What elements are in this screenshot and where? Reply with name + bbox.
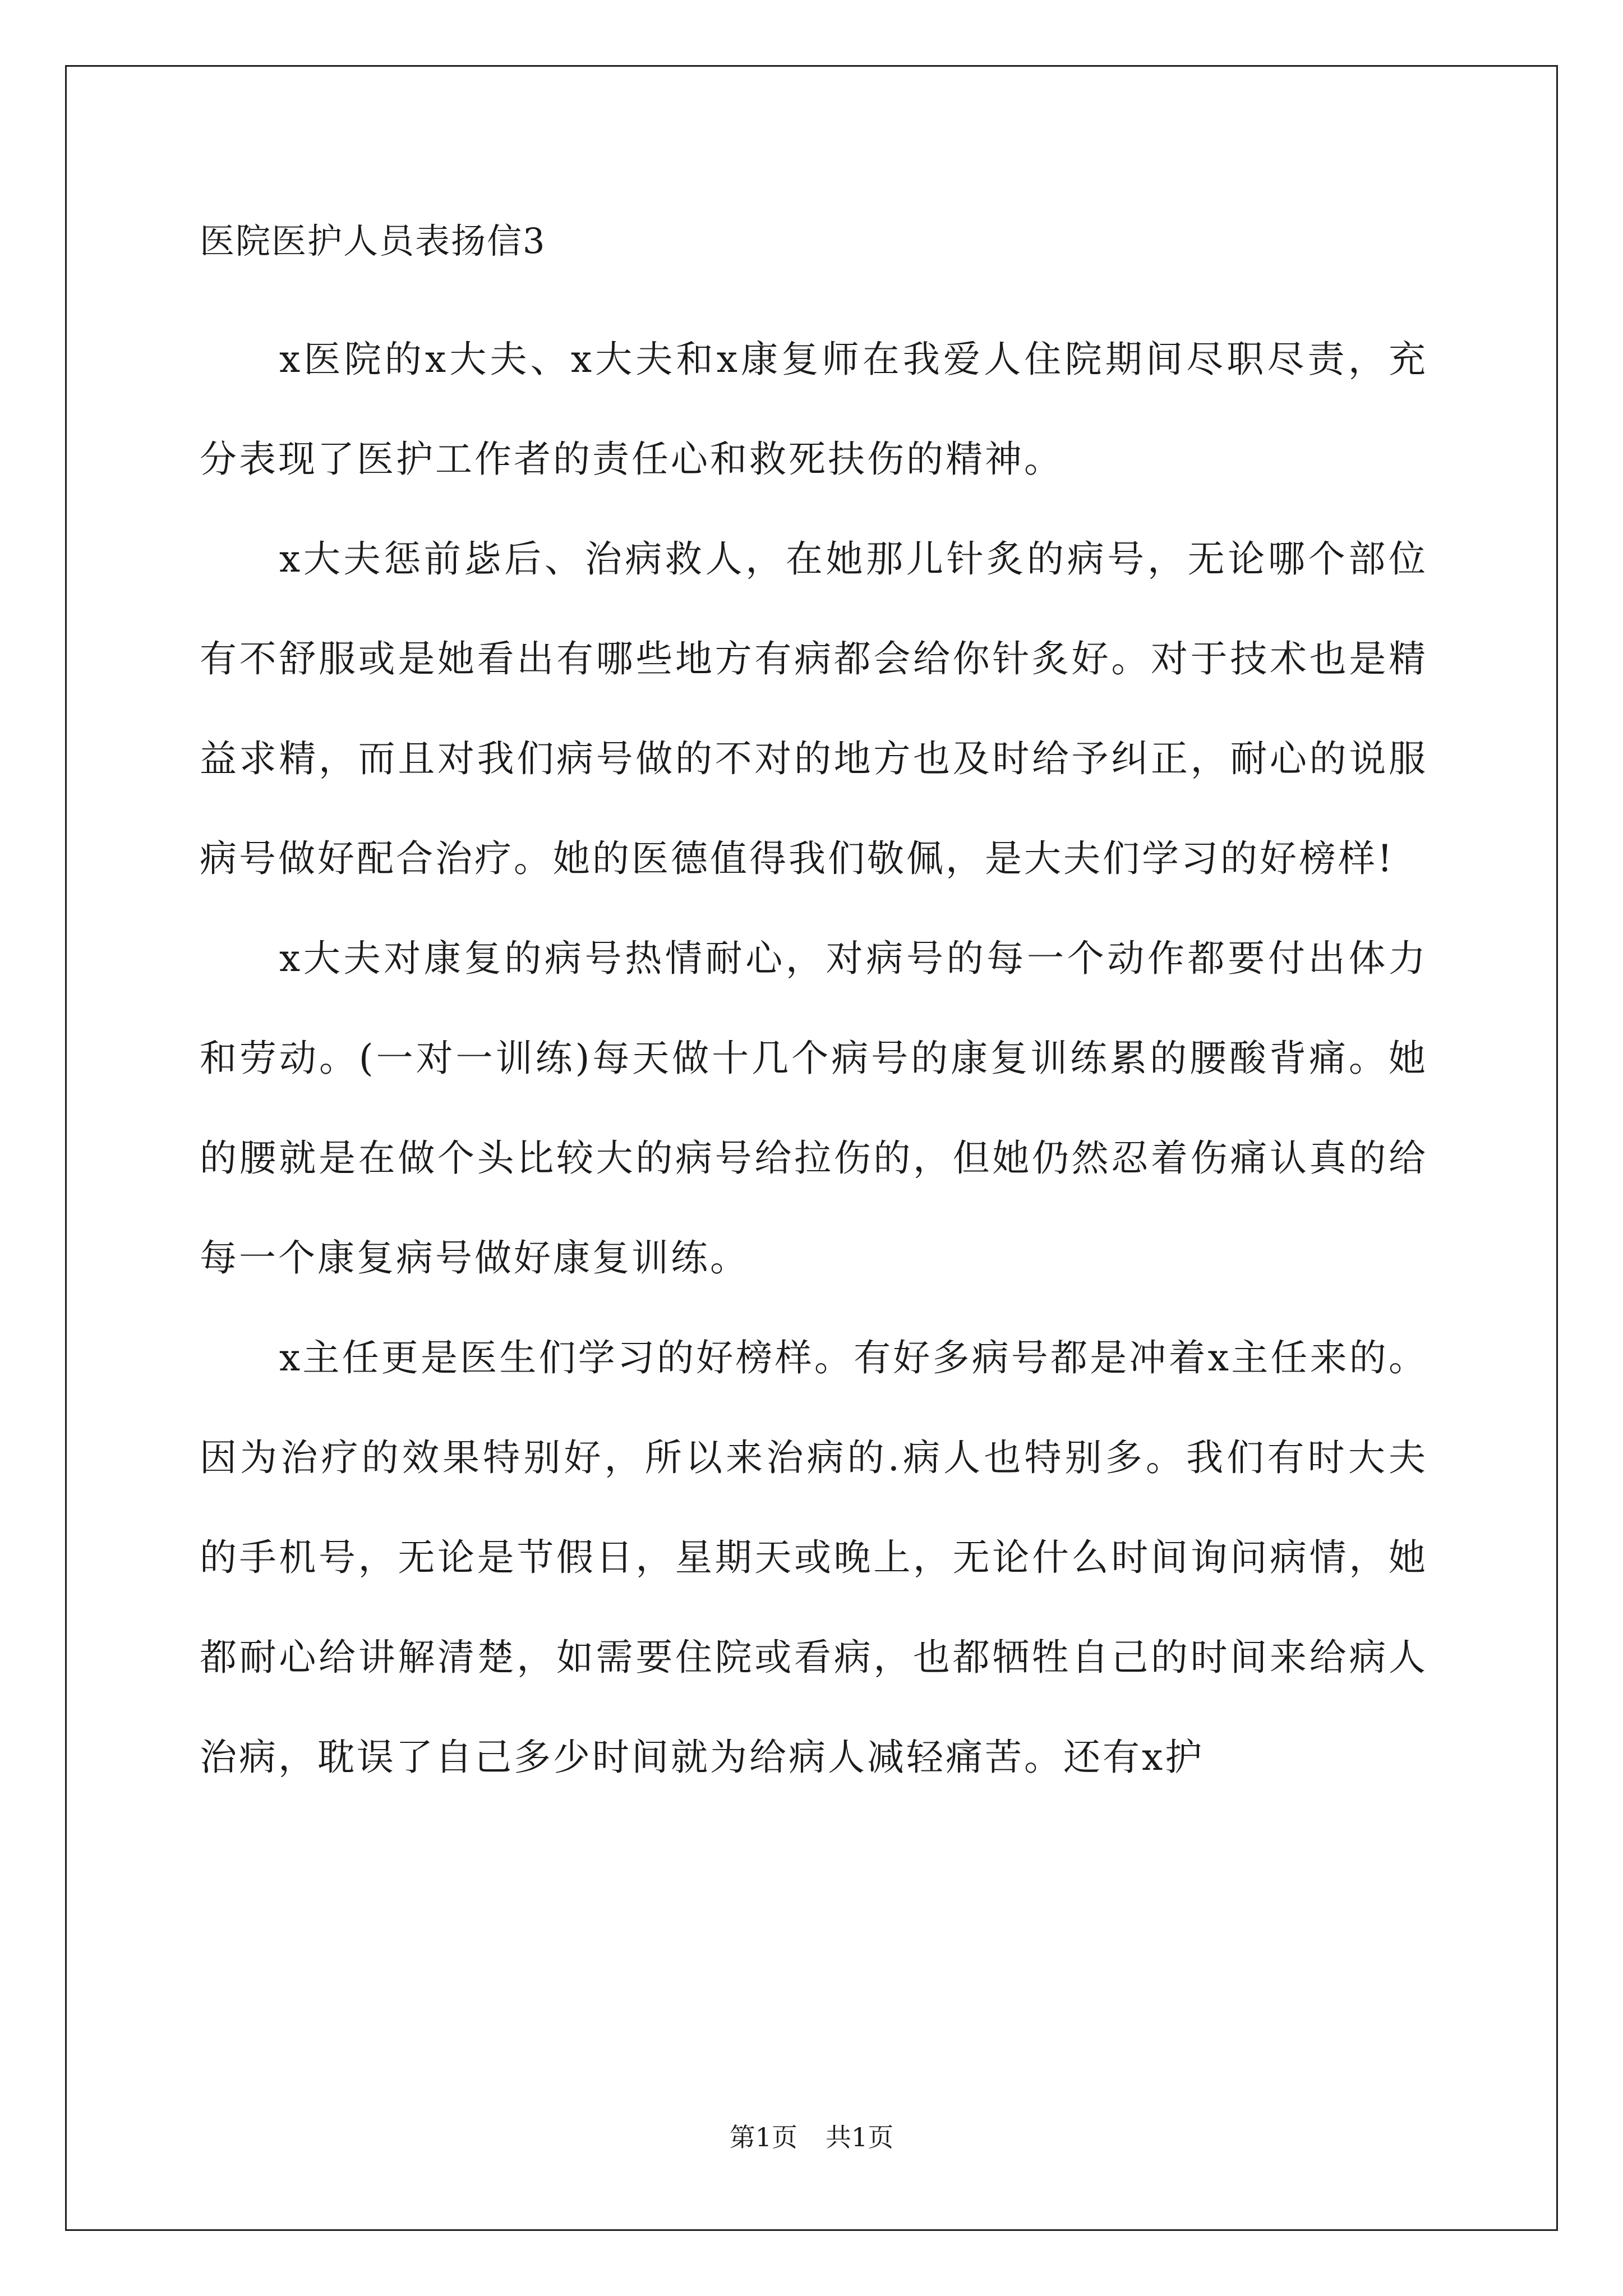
document-body [200,213,1428,1807]
page-number: 第1页 [729,2122,797,2152]
document-title: 医院医护人员表扬信3 [200,220,546,261]
page-footer [0,2120,1623,2154]
paragraph-1: x医院的x大夫、x大夫和x康复师在我爱人住院期间尽职尽责，充分表现了医护工作者的责任心和救死扶伤的精神。 [200,338,1428,481]
paragraph-4: x主任更是医生们学习的好榜样。有好多病号都是冲着x主任来的。因为治疗的效果特别好，所以来治病的.病人也特别多。我们有时大夫的手机号，无论是节假日，星期天或晚上，无论什么时间询问病情，她都耐心给讲解清楚，如需要住院或看病，也都牺牲自己的时间来给病人治病，耽误了自己多少时间就为给病人减轻痛苦。还有x护 [200,1336,1428,1779]
page-total: 共1页 [826,2122,894,2152]
paragraph-3: x大夫对康复的病号热情耐心，对病号的每一个动作都要付出体力和劳动。(一对一训练)每天做十几个病号的康复训练累的腰酸背痛。她的腰就是在做个头比较大的病号给拉伤的，但她仍然忍着伤痛认真的给每一个康复病号做好康复训练。 [200,937,1428,1280]
paragraph-2: x大夫惩前毖后、治病救人，在她那儿针炙的病号，无论哪个部位有不舒服或是她看出有哪些地方有病都会给你针炙好。对于技术也是精益求精，而且对我们病号做的不对的地方也及时给予纠正，耐心的说服病号做好配合治疗。她的医德值得我们敬佩，是大夫们学习的好榜样! [200,537,1428,880]
